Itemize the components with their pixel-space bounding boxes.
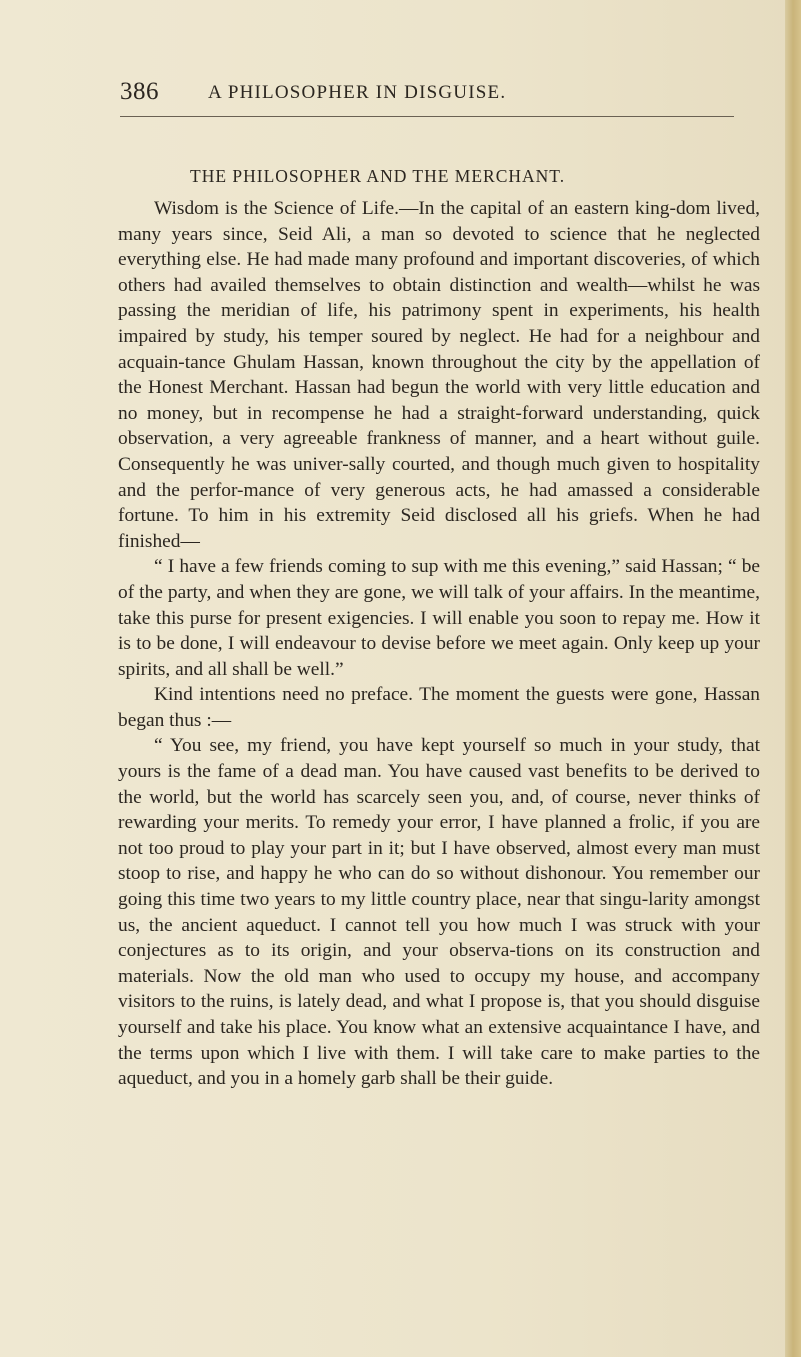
page-header <box>120 64 740 104</box>
paragraph-2: “ I have a few friends coming to sup with me this evening,” said Hassan; “ be of the party, and when they are gone, we will talk of your affairs. In the meantime, take this purse for present exigencies. I will enable you soon to repay me. How it is to be done, I will endeavour to devise before we meet again. Only keep up your spirits, and all shall be well.” <box>118 556 760 680</box>
page-number: 386 <box>120 78 159 105</box>
page-edge <box>785 0 801 1357</box>
paragraph-3: Kind intentions need no preface. The moment the guests were gone, Hassan began thus :— <box>118 684 760 731</box>
chapter-title: THE PHILOSOPHER AND THE MERCHANT. <box>190 166 566 186</box>
running-head: A PHILOSOPHER IN DISGUISE. <box>208 82 507 103</box>
paragraph-4: “ You see, my friend, you have kept yourself so much in your study, that yours is the fame of a dead man. You have caused vast benefits to be derived to the world, but the world has scarcely seen you, and, of course, never thinks of rewarding your merits. To remedy your error, I have planned a frolic, if you are not too proud to play your part in it; but I have observed, almost every man must stoop to rise, and happy he who can do so without dishonour. You remember our going this time two years to my little country place, near that singu-larity amongst us, the ancient aqueduct. I cannot tell you how much I was struck with your conjectures as to its origin, and your observa-tions on its construction and materials. Now the old man who used to occupy my house, and accompany visitors to the ruins, is lately dead, and what I propose is, that you should disguise yourself and take his place. You know what an extensive acquaintance I have, and the terms upon which I live with them. I will take care to make parties to the aqueduct, and you in a homely garb shall be their guide. <box>118 735 760 1090</box>
body-text <box>118 196 760 1092</box>
header-rule <box>120 116 734 117</box>
paragraph-1: Wisdom is the Science of Life.—In the capital of an eastern king-dom lived, many years since, Seid Ali, a man so devoted to science that he neglected everything else. He had made many profound and important discoveries, of which others had availed themselves to obtain distinction and wealth—whilst he was passing the meridian of life, his patrimony spent in experiments, his health impaired by study, his temper soured by neglect. He had for a neighbour and acquain-tance Ghulam Hassan, known throughout the city by the appellation of the Honest Merchant. Hassan had begun the world with very little education and no money, but in recompense he had a straight-forward understanding, quick observation, a very agreeable frankness of manner, and a heart without guile. Consequently he was univer-sally courted, and though much given to hospitality and the perfor-mance of very generous acts, he had amassed a considerable fortune. To him in his extremity Seid disclosed all his griefs. When he had finished— <box>118 198 760 552</box>
